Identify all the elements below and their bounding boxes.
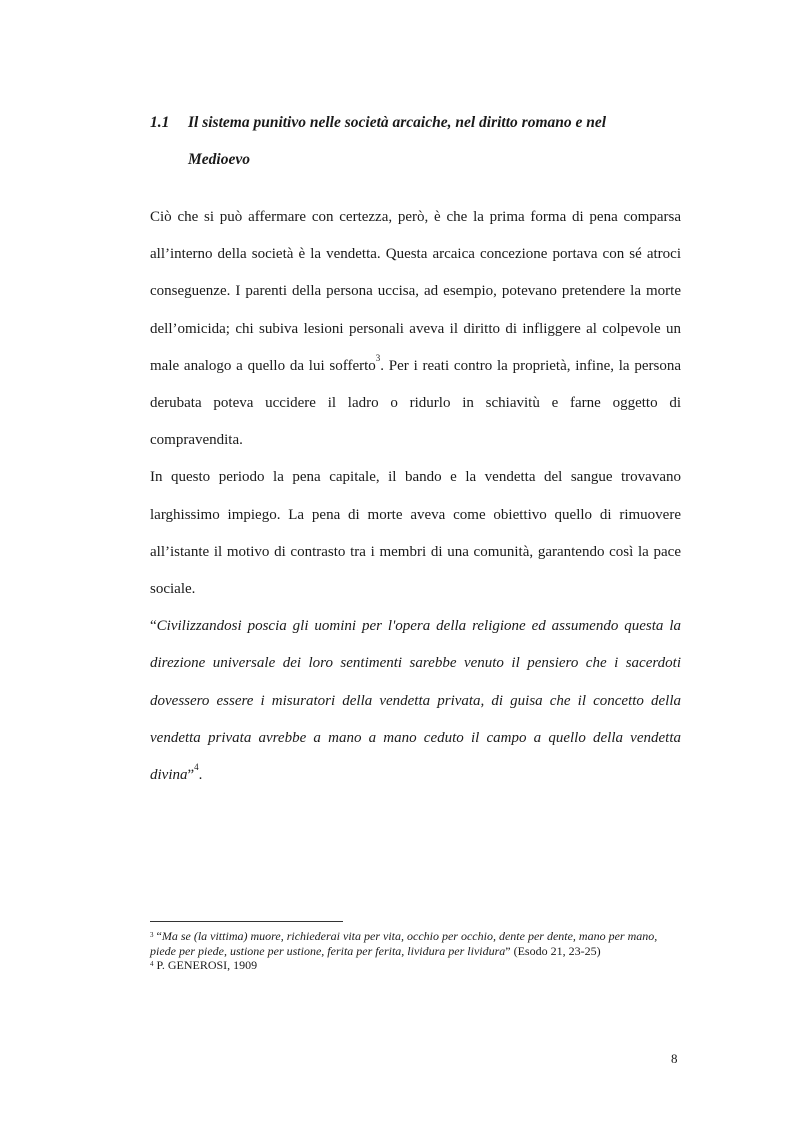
quote-text: Civilizzandosi poscia gli uomini per l'opera della religione ed assumendo questa la direzione universale dei loro sentimenti sarebbe venuto il pensiero che i sacerdoti dovessero essere i misuratori della vendetta privata, di guisa che il concetto della vendetta privata avrebbe a mano a mano ceduto il campo a quello della vendetta divina	[150, 618, 681, 784]
footnote-3-text: Ma se (la vittima) muore, richiederai vita per vita, occhio per occhio, dente per dente, mano per mano, piede per piede, ustione per ustione, ferita per ferita, lividura per lividura	[150, 929, 658, 958]
footnote-separator	[150, 921, 343, 922]
page-number: 8	[671, 1051, 678, 1066]
section-title-line-2: Medioevo	[188, 151, 250, 168]
footnote-ref-3[interactable]: 3	[375, 352, 381, 363]
footnote-4-text: P. GENEROSI, 1909	[153, 958, 258, 972]
footnote-marker: 4	[150, 960, 154, 968]
footnotes	[150, 929, 681, 973]
paragraph-1: Ciò che si può affermare con certezza, però, è che la prima forma di pena comparsa all’interno della società è la vendetta. Questa arcaica concezione portava con sé atroci conseguenze. I parenti della persona uccisa, ad esempio, potevano pretendere la morte dell’omicida; chi subiva lesioni personali aveva il diritto di infliggere al colpevole un male analogo a quello da lui sofferto$^3$. Per i reati contro la proprietà, infine, la persona derubata poteva uccidere il ladro o ridurlo in schiavitù e farne oggetto di compravendita.	[150, 209, 682, 449]
footnote-3: $^3$ “Ma se (la vittima) muore, richiederai vita per vita, occhio per occhio, dente per dente, mano per mano, piede per piede, ustione per ustione, ferita per ferita, lividura per lividura” (Esodo 21, 23-25)	[150, 929, 658, 958]
body-text	[150, 199, 681, 794]
footnote-ref-4[interactable]: 4	[194, 762, 199, 773]
paragraph-2: In questo periodo la pena capitale, il bando e la vendetta del sangue trovavano larghissimo impiego. La pena di morte aveva come obiettivo quello di rimuovere all’istante il motivo di contrasto tra i membri di una comunità, garantendo così la pace sociale.	[150, 469, 681, 598]
section-title-line-1: Il sistema punitivo nelle società arcaiche, nel diritto romano e nel	[188, 114, 607, 131]
footnote-marker: 3	[150, 931, 154, 939]
footnote-4	[150, 958, 681, 973]
block-quote: “Civilizzandosi poscia gli uomini per l'opera della religione ed assumendo questa la direzione universale dei loro sentimenti sarebbe venuto il pensiero che i sacerdoti dovessero essere i misuratori della vendetta privata, di guisa che il concetto della vendetta privata avrebbe a mano a mano ceduto il campo a quello della vendetta divina”$^4$.	[150, 618, 681, 784]
section-number: 1.1	[150, 114, 170, 131]
